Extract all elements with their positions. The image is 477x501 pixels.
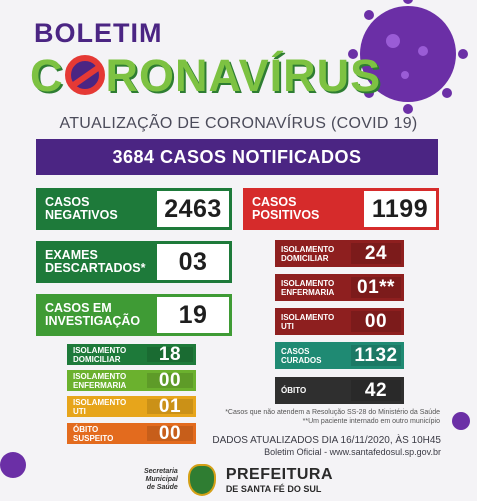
notified-cases-banner: 3684 CASOS NOTIFICADOS — [36, 139, 438, 175]
card-value: 18 — [147, 347, 193, 362]
card-value: 1199 — [364, 191, 436, 227]
card-label: CASOS NEGATIVOS — [45, 195, 118, 222]
title-boletim: BOLETIM — [34, 18, 163, 48]
virus-tiny-icon — [452, 412, 470, 430]
card-label: EXAMES DESCARTADOS* — [45, 248, 146, 275]
title-prefix: C — [30, 50, 64, 101]
card-pos-domiciliar: ISOLAMENTO DOMICILIAR 24 — [275, 240, 404, 267]
card-negativos — [36, 188, 232, 230]
no-virus-icon — [65, 55, 105, 95]
card-curados: CASOS CURADOS 1132 — [275, 342, 404, 369]
card-obito-suspeito: ÓBITO SUSPEITO 00 — [67, 423, 196, 444]
card-inv-domiciliar: ISOLAMENTO DOMICILIAR 18 — [67, 344, 196, 365]
footnote-2: **Um paciente internado em outro município — [302, 418, 440, 425]
card-descartados — [36, 241, 232, 283]
page-subtitle: ATUALIZAÇÃO DE CORONAVÍRUS (COVID 19) — [59, 115, 418, 132]
card-inv-uti: ISOLAMENTO UTI 01 — [67, 396, 196, 417]
prefeitura-logo: PREFEITURA DE SANTA FÉ DO SUL — [225, 465, 334, 494]
card-value: 00 — [351, 311, 401, 332]
card-inv-enfermaria: ISOLAMENTO ENFERMARIA 00 — [67, 370, 196, 391]
card-positivos — [243, 188, 439, 230]
card-label: CASOS EM INVESTIGAÇÃO — [45, 301, 141, 328]
health-secretariat-logo: Secretaria Municipal de Saúde — [143, 467, 178, 491]
card-value: 2463 — [157, 191, 229, 227]
card-value: 19 — [157, 297, 229, 333]
update-date: DADOS ATUALIZADOS DIA 16/11/2020, ÀS 10H45 — [212, 435, 441, 446]
card-value: 42 — [351, 380, 401, 401]
card-value: 01** — [351, 277, 401, 298]
card-value: 01 — [147, 399, 193, 414]
city-crest-icon — [188, 464, 216, 496]
title-rest: RONAVÍRUS — [105, 50, 382, 101]
card-investigacao — [36, 294, 232, 336]
footnote-1: *Casos que não atendem a Resolução SS-28 do Ministério da Saúde — [225, 409, 440, 416]
card-label: CASOS POSITIVOS — [252, 195, 320, 222]
official-site: Boletim Oficial - www.santafedosul.sp.gov.br — [264, 447, 441, 457]
title-coronavirus — [30, 50, 381, 102]
card-obito: ÓBITO 42 — [275, 377, 404, 404]
card-value: 03 — [157, 244, 229, 280]
footer — [0, 458, 477, 501]
card-value: 00 — [147, 426, 193, 441]
card-value: 1132 — [351, 345, 401, 366]
card-value: 24 — [351, 243, 401, 264]
card-value: 00 — [147, 373, 193, 388]
card-pos-uti: ISOLAMENTO UTI 00 — [275, 308, 404, 335]
card-pos-enfermaria: ISOLAMENTO ENFERMARIA 01** — [275, 274, 404, 301]
